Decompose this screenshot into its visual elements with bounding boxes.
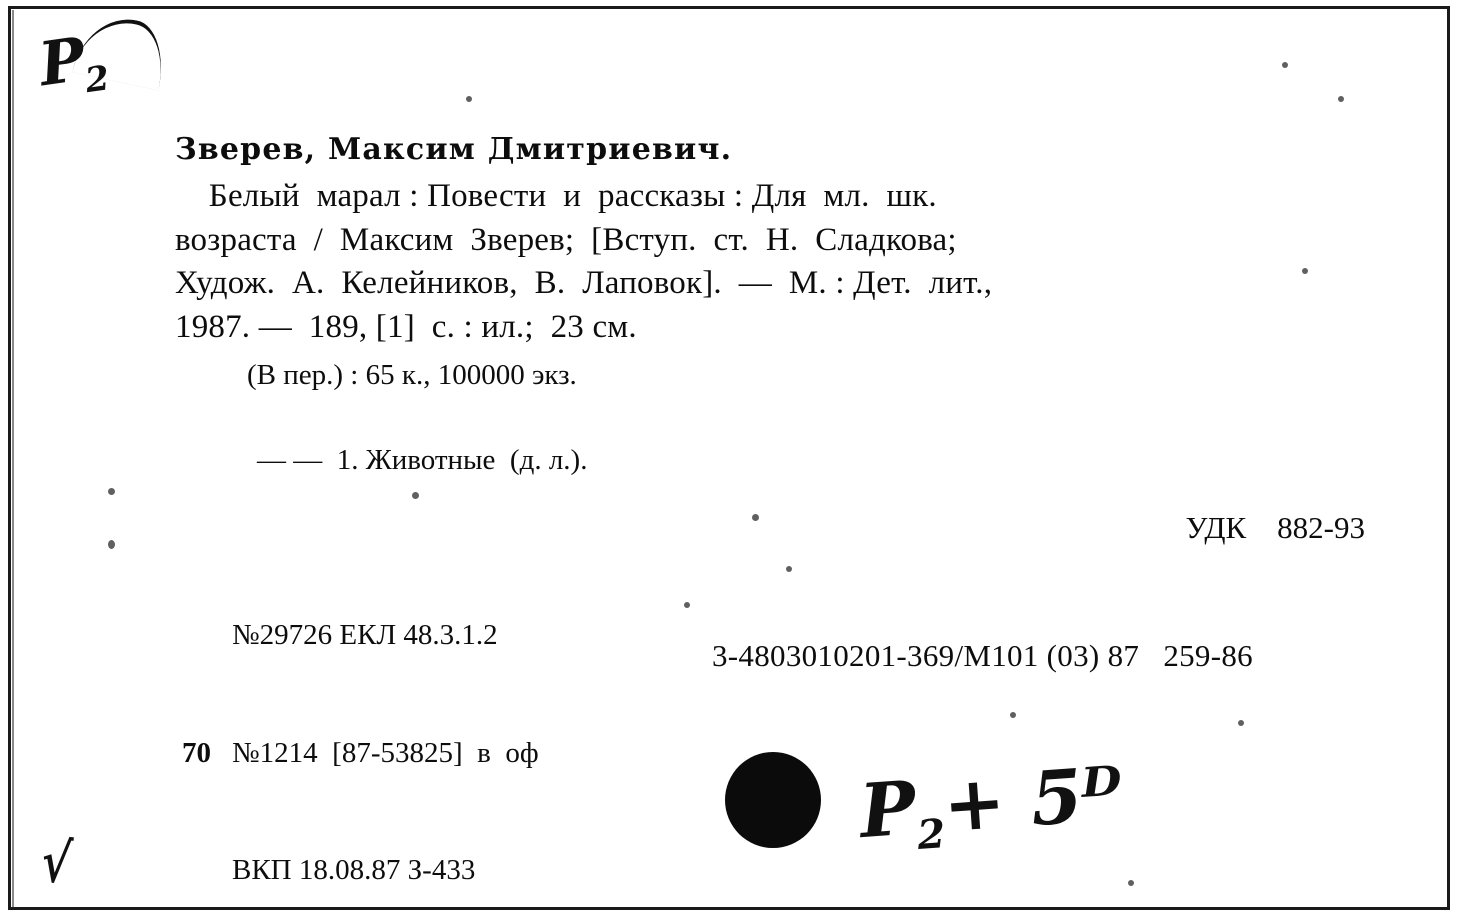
author-heading: Зверев, Максим Дмитриевич. [175,132,733,167]
scan-speck [1238,720,1244,726]
ink-blot [725,752,821,848]
card-text-block [175,132,1365,545]
title-line-1: Белый марал : Повести и рассказы : Для мл. шк. [175,178,937,214]
code-line-1 [182,616,539,655]
code-line-1-text: №29726 ЕКЛ 48.3.1.2 [232,619,498,652]
handwritten-mark-bottom-tail: + 5ᴰ [940,750,1126,850]
scan-speck [1338,96,1344,102]
handwritten-mark-bottom-subscript: 2 [915,810,947,859]
scan-speck [786,566,792,572]
registration-codes [182,538,539,920]
scan-speck [1282,62,1288,68]
code-line-2-prefix: 70 [182,736,211,769]
handwritten-mark-bottom [857,751,1126,863]
scan-speck [466,96,472,102]
scan-speck [412,492,419,499]
scan-speck [108,488,115,495]
code-line-2-text: №1214 [87-53825] в оф [232,736,539,769]
scan-speck [752,514,759,521]
code-line-2 [182,734,539,773]
udk-classification: УДК 882-93 [1185,510,1365,545]
card-border-inner-left [12,10,14,908]
scan-speck [108,540,115,549]
isbn-code-line: 3-4803010201-369/М101 (03) 87 259-86 [712,638,1253,673]
code-line-3-text: ВКП 18.08.87 З-433 [232,854,476,887]
title-line-4: 1987. — 189, [1] с. : ил.; 23 см. [175,308,637,345]
scan-speck [1010,712,1016,718]
handwritten-check-mark: √ [38,828,75,898]
handwritten-mark-top-left-letter: P [34,24,88,101]
handwritten-mark-top-left-subscript: 2 [82,58,110,102]
code-line-3 [182,851,539,890]
subject-tracing: — — 1. Животные (д. л.). [257,444,588,477]
scan-speck [1128,880,1134,886]
title-line-2: возраста / Максим Зверев; [Вступ. ст. Н. Сладкова; [175,221,957,258]
scan-speck [684,602,690,608]
price-print-run-note: (В пер.) : 65 к., 100000 экз. [247,359,577,392]
title-line-3: Худож. А. Келейников, В. Лаповок]. — М. : Дет. лит., [175,265,993,302]
handwritten-mark-bottom-letter: P [857,765,919,856]
